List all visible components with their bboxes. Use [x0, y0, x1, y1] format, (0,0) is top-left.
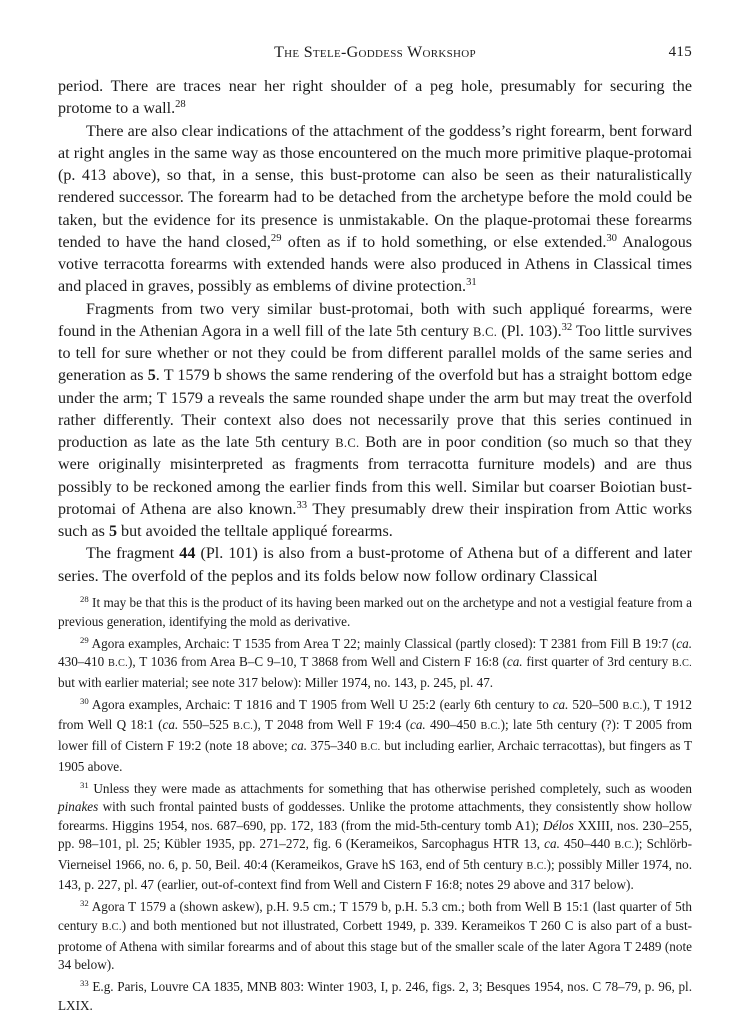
running-header: [58, 44, 692, 64]
footnotes: [58, 594, 692, 1019]
footnote-28: $^{28}$ It may be that this is the product of its having been marked out on the archetype and not a vestigial feature from a previous generation, identifying the mold as derivative.: [58, 594, 692, 629]
footnote-29: $^{29}$ Agora examples, Archaic: T 1535 from Area T 22; mainly Classical (partly closed): T 2381 from Fill B 19:7 (ca. 430–410 B.C.), T 1036 from Area B–C 9–10, T 3868 from Well and Cistern F 16:8 (ca. first quarter of 3rd century B.C. but with earlier material; see note 317 below): Miller 1974, no. 143, p. 245, pl. 47.: [58, 634, 692, 690]
paragraph: Fragments from two very similar bust-protomai, both with such appliqué forearms, were found in the Athenian Agora in a well fill of the late 5th century B.C. (Pl. 103).$^{32}$ Too little survives to tell for sure whether or not they could be from different parallel molds of the same series and generation as 5. T 1579 b shows the same rendering of the overfold but has a straight bottom edge under the arm; T 1579 a reveals the same rounded shape under the arm but may treat the overfold rather differently. Their context also does not necessarily prove that this series continued in production as late as the late 5th century B.C. Both are in poor condition (so much so that they were originally misinterpreted as fragments from terracotta furniture models) and are thus possibly to be reckoned among the earlier finds from this well. Similar but coarser Boiotian bust-protomai of Athena are also known.$^{33}$ They presumably drew their inspiration from Attic works such as 5 but avoided the telltale appliqué forearms.: [58, 300, 693, 540]
running-title: The Stele-Goddess Workshop: [274, 44, 476, 61]
page: [58, 0, 692, 1024]
page-number: 415: [668, 44, 692, 60]
paragraph: The fragment 44 (Pl. 101) is also from a bust-protome of Athena but of a different and later series. The overfold of the peplos and its folds below now follow ordinary Classical: [58, 545, 693, 585]
paragraph: There are also clear indications of the attachment of the goddess’s right forearm, bent forward at right angles in the same way as those encountered on the much more primitive plaque-protomai (p. 413 above), so that, in a sense, this bust-protome can also be seen as their naturalistically rendered successor. The forearm had to be detached from the archetype before the mold could be taken, but the evidence for its presence is unmistakable. On the plaque-protomai these forearms tended to have the hand closed,$^{29}$ often as if to hold something, or else extended.$^{30}$ Analogous votive terracotta forearms with extended hands were also produced in Athens in Classical times and placed in graves, possibly as emblems of divine protection.$^{31}$: [58, 122, 693, 296]
footnote-32: $^{32}$ Agora T 1579 a (shown askew), p.H. 9.5 cm.; T 1579 b, p.H. 5.3 cm.; both from Well B 15:1 (last quarter of 5th century B.C.) and both mentioned but not illustrated, Corbett 1949, p. 339. Kerameikos T 260 C is also part of a bust-protome of Athena with similar forearms and of about this stage but of the smaller scale of the later Agora T 2489 (note 34 below).: [58, 898, 692, 973]
footnote-33: $^{33}$ E.g. Paris, Louvre CA 1835, MNB 803: Winter 1903, I, p. 246, figs. 2, 3; Besques 1954, nos. C 78–79, p. 96, pl. LXIX.: [58, 978, 692, 1013]
body-text: [58, 76, 692, 588]
footnote-30: $^{30}$ Agora examples, Archaic: T 1816 and T 1905 from Well U 25:2 (early 6th century to ca. 520–500 B.C.), T 1912 from Well Q 18:1 (ca. 550–525 B.C.), T 2048 from Well F 19:4 (ca. 490–450 B.C.); late 5th century (?): T 2005 from lower fill of Cistern F 19:2 (note 18 above; ca. 375–340 B.C. but including earlier, Archaic terracottas), but fingers as T 1905 above.: [58, 695, 693, 774]
footnote-31: $^{31}$ Unless they were made as attachments for something that has otherwise perished completely, such as wooden pinakes with such frontal painted busts of goddesses. Unlike the protome attachments, they consistently show hollow forearms. Higgins 1954, nos. 687–690, pp. 172, 183 (from the mid-5th-century tomb A1); Délos XXIII, nos. 230–255, pp. 98–101, pl. 25; Kübler 1935, pp. 271–272, fig. 6 (Kerameikos, Sarcophagus HTR 13, ca. 450–440 B.C.); Schlörb-Vierneisel 1966, no. 6, p. 50, Beil. 40:4 (Kerameikos, Grave hS 163, end of 5th century B.C.); possibly Miller 1974, no. 143, p. 227, pl. 47 (earlier, out-of-context find from Well and Cistern F 16:8; notes 29 above and 317 below).: [58, 779, 692, 893]
paragraph: period. There are traces near her right shoulder of a peg hole, presumably for securing the protome to a wall.$^{28}$: [58, 78, 692, 118]
